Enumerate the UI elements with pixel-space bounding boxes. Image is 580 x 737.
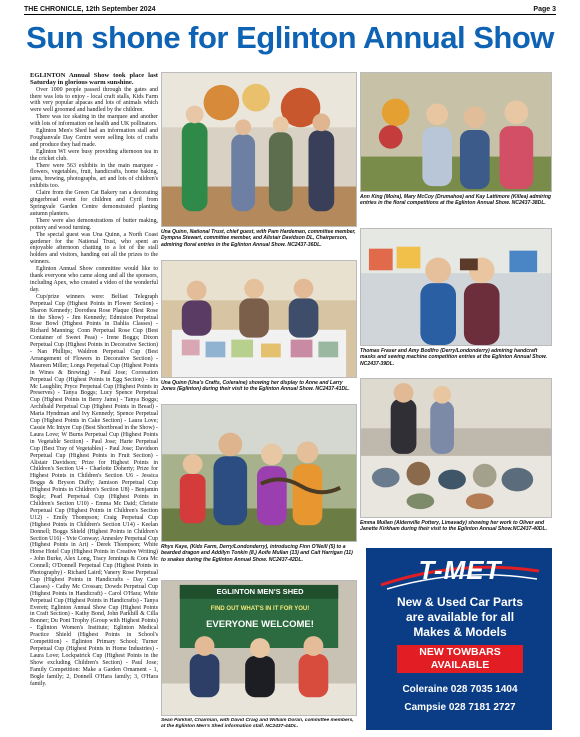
article-paragraph: There were also demonstrations of butter making, pottery and wood turning. bbox=[30, 217, 158, 231]
ad-line-1: New & Used Car Parts bbox=[396, 595, 524, 609]
article-paragraph: Over 1000 people passed through the gates and there was lots to enjoy - local craft stalls, Kids Farm with very popular alpacas and lots of animals which were well groomed and handled by the children. bbox=[30, 86, 158, 114]
article-paragraph: Eglinton WI were busy providing afternoon tea in the cricket club. bbox=[30, 148, 158, 162]
tmet-logo bbox=[367, 549, 552, 595]
tmet-advert bbox=[366, 548, 552, 730]
photo-crafts-display bbox=[161, 260, 357, 378]
caption-floral-group: Una Quinn, National Trust, chief guest, with Pam Hardeman, committee member, Dympna Stewart, committee member, and Alistair Davidson DL, Chairperson, admiring floral entries in the Eglinton Annual Show. NC2437-36DL. bbox=[161, 229, 356, 248]
ad-line-2: are available for all bbox=[405, 610, 515, 624]
article-lead: EGLINTON Annual Show took place last Saturday in glorious warm sunshine. bbox=[30, 72, 158, 87]
article-paragraph: Cup/prize winners were: Belfast Telegraph Perpetual Cup (Highest Points in Flower Section) - Sharon Kennedy; Dorothea Rose Plaque (Best Rose in the Show) - Jim Kennedy; Edmiston Perpetual Rose Bowl (Highest Points in Dahlia Classes) - Richard Manning; Conn Perpetual Rose Cup (Best Container of Sweet Peas) - Irene Boggs; Dixon Perpetual Cup (Highest Points in Decorative Section) - Nan Phillips; Waldron Perpetual Cup (Best Arrangement of Flowers in Decorative Section) - Maureen Miller; Longs Perpetual Cup (Highest Points in Wines & Brewing) - Paul Jose; Coronation Perpetual Cup (Highest Points in Egg Section) - Iris Mc Laughlin; Pryce Perpetual Cup (Highest Points in Preserves) - Tanya Boggs; Lucy Spence Perpetual Cup (Highest Points in Berry Jams) - Tanya Boggs; Archibald Perpetual Cup (Highest Points in Bread) - Maria Hyndman and Ivy Kennedy; Spence Perpetual Cup (Highest Points in Cake Section) - Laura Love; Cassie Mc Intyre Cup (Best Shortbread in the Show) - Laura Love; W Burns Perpetual Cup (Highest Points in Vegetable Section) - Paul Jose; Harte Perpetual Cup (Best Tray of Vegetables) - Paul Jose; Davidson Perpetual Cup (Highest Points in Fruit Section) - Alistair Davidson; Prize for Highest Points in Children's Section U4 - Charlotte Doherty; Prize for Highest Points in Children's Section U6 - Jessica Boggs & Bryson Duffy; Jamison Perpetual Cup (Highest Points in Children's Section U8) - Benjamin Bogle; Pearl Perpetual Cup (Highest Points in Children's Section U10) - Emma Mc Daid; Christie Perpetual Cup (Highest Points in Children's Section U12) - Emily Thompson; Craig Perpetual Cup (Highest Points in Children's Section U14) - Keelan Donnell; Boggs Shield (Highest Points in Children's Section U16) - Yvie Conway; Annesley Perpetual Cup (Highest Points in Art) - Derek Thompson; White Horse Hotel Cup (Highest Points in Creative Writing) - John Burke, Alex Long, Tracy Jennings & Cora Mc Connell; O'Donnell Perpetual Cup (Highest Points in Photography) - Richard Laird; Vanery Rose Perpetual Cup (Highest Points in Handicrafts - Day Care Classes) - Cathy Mc Crossan; Dowds Perpetual Cup (Highest Points in Handicraft) - Carol O'Hara; White Perpetual Cup (Highest Points in Handicrafts) - Tanya Everett; Eglinton Annual Show Cup (Highest Points in Craft Section) - Kathy Bond, John Parkhill & Cilla Bonner; Du Pont Trophy (Group with Highest Points) - Eglinton Women's Institute; Eglinton Medical Practice Shield (Highest Points in School's Competition) - Eglinton Primary School; Turner Perpetual Cup (Highest Points in Home Industries) - Laura Love; Lockpatrick Cup (Highest Points in the Show excluding Children's Section) - Paul Jose; Family Competition: Make a Garden Ornament - 1, Bogle family; 2, Donnell O'Hara family; 3, O'Hara family. bbox=[30, 293, 158, 687]
tmet-logo-text: T-MET bbox=[418, 555, 502, 585]
paper-dateline: THE CHRONICLE, 12th September 2024 bbox=[24, 5, 156, 13]
article-paragraph: Eglinton Men's Shed had an information stall and Foughanvale Day Centre were selling lots of crafts and produce they had made. bbox=[30, 128, 158, 148]
caption-crafts-display: Una Quinn (Una's Crafts, Coleraine) showing her display to Anne and Larry Jones (Eglinton) during their visit to the Eglinton Annual Show. NC2437-41DL. bbox=[161, 380, 350, 393]
article-paragraph: Eglinton Annual Show committee would like to thank everyone who came along and all the sponsors, including Apex, who created a video of the wonderful day. bbox=[30, 266, 158, 293]
ad-phone-coleraine: Coleraine 028 7035 1404 bbox=[402, 684, 518, 695]
photo-handcraft-masks bbox=[360, 228, 552, 346]
photo-floral-group bbox=[161, 72, 357, 227]
mens-shed-banner-title: EGLINTON MEN'S SHED bbox=[216, 587, 304, 596]
caption-mens-shed: Sean Parkhill, Chairman, with David Craig and William Doran, committee members, at the Eglinton Men's Shed information stall. NC2437-44DL. bbox=[161, 718, 354, 729]
photo-pottery-stall bbox=[360, 378, 552, 518]
photo-mens-shed bbox=[161, 580, 357, 716]
page-number: Page 3 bbox=[533, 5, 556, 13]
caption-kids-farm: Rhys Kaye, (Kids Farm, Derry/Londonderry), introducing Finn O'Neill (5) to a bearded dragon and Addilyn Tonkin (8,) Aoife Mullan (13) and Cait Harrigan (11) to snakes during the Eglinton Annual Show. NC2437-42DL. bbox=[161, 544, 353, 563]
mens-shed-banner-line2: EVERYONE WELCOME! bbox=[206, 619, 314, 630]
photo-floral-admirers bbox=[360, 72, 552, 192]
ad-towbars-line-1: NEW TOWBARS bbox=[419, 646, 501, 658]
page-headline: Sun shone for Eglinton Annual Show bbox=[26, 20, 554, 55]
article-body bbox=[30, 72, 158, 732]
article-paragraph: There was ice skating in the marquee and another with lots of information on health and UK pollinators. bbox=[30, 114, 158, 128]
photo-kids-farm bbox=[161, 404, 357, 542]
mens-shed-banner-line1: FIND OUT WHAT'S IN IT FOR YOU! bbox=[210, 606, 310, 612]
article-paragraph: Claire from the Green Cat Bakery ran a decorating gingerbread event for children and Cyril from Springvale Garden Centre demonstrated planting autumn planters. bbox=[30, 190, 158, 217]
ad-towbars-box bbox=[397, 645, 523, 673]
page-header bbox=[24, 4, 556, 15]
article-paragraph: The special guest was Una Quinn, a North Coast gardener for the National Trust, who spent an enjoyable afternoon chatting to a lot of the stall holders and visitors, handing out all the prizes to the winners. bbox=[30, 231, 158, 266]
ad-phone-campsie: Campsie 028 7181 2727 bbox=[404, 702, 516, 713]
article-paragraph: There were 563 exhibits in the main marquee - flowers, vegetables, fruit, handicrafts, home baking, jams, brewing, photographs, art and lots of children's exhibits too. bbox=[30, 162, 158, 190]
caption-floral-admirers: Ann King (Moira), Mary McCoy (Drumahoe) and Kay Lattimore (Killea) admiring entries in the floral competitions at the Eglinton Annual Show. NC2437-38DL. bbox=[360, 194, 552, 207]
caption-handcraft-masks: Thomas Fraser and Amy Bodlfro (Derry/Londonderry) admiring handcraft masks and sewing machine competition entries at the Eglinton Annual Show. NC2437-39DL. bbox=[360, 348, 547, 367]
ad-towbars-line-2: AVAILABLE bbox=[430, 659, 490, 671]
caption-pottery-stall: Emma Mullan (Aldenville Pottery, Limavady) showing her work to Oliver and Janette Kirkham during their visit to the Eglinton Annual Show.NC2437-40DL. bbox=[360, 520, 547, 533]
ad-line-3: Makes & Models bbox=[413, 625, 507, 639]
